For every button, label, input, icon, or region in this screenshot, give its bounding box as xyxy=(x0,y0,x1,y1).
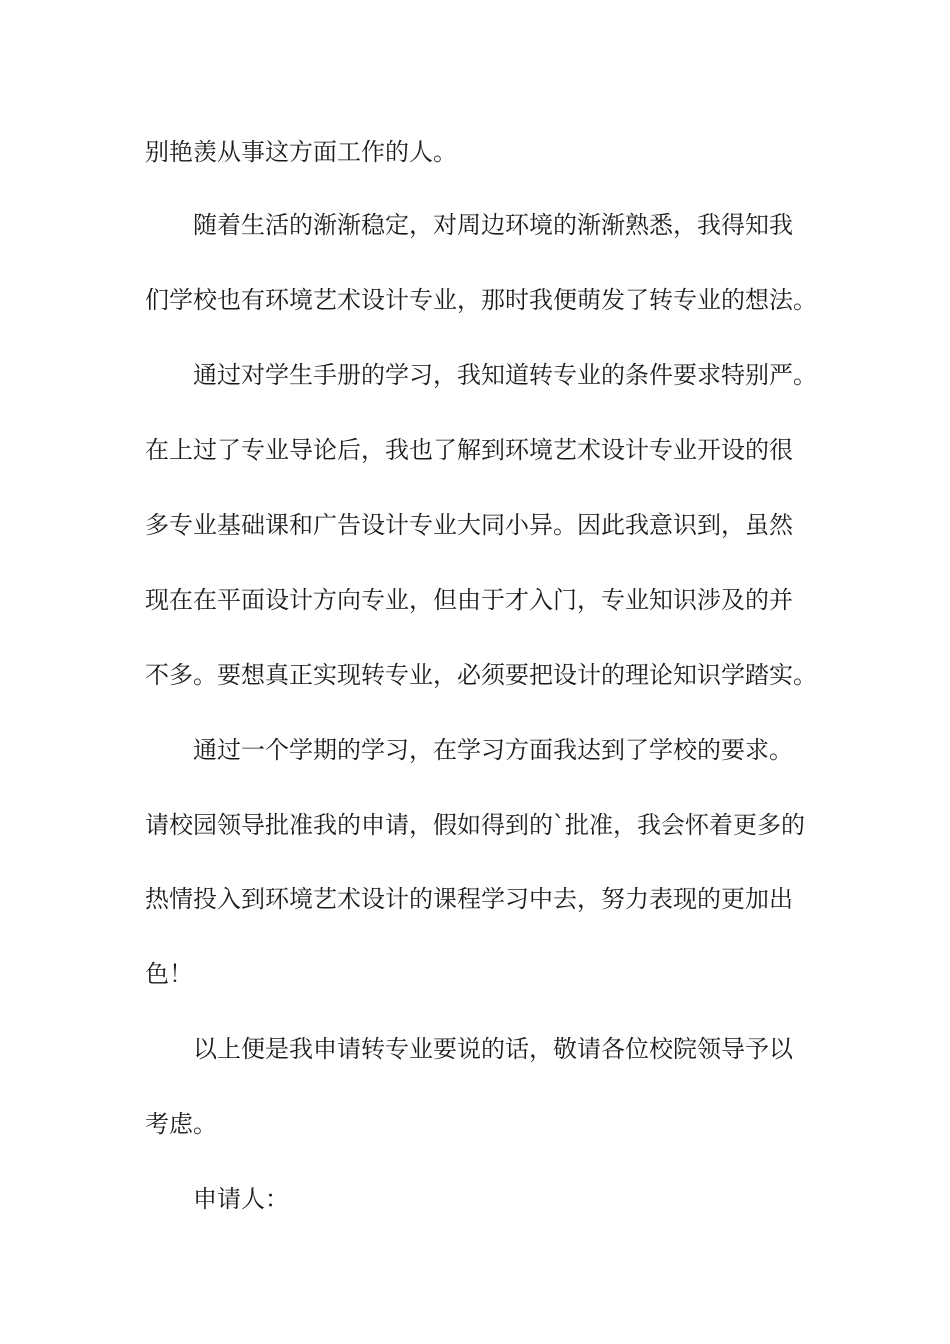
text-line-4: 通过对学生手册的学习，我知道转专业的条件要求特别严。 xyxy=(193,361,817,389)
text-line-6: 多专业基础课和广告设计专业大同小异。因此我意识到，虽然 xyxy=(145,511,793,539)
text-line-9: 通过一个学期的学习，在学习方面我达到了学校的要求。 xyxy=(193,736,793,764)
text-line-8: 不多。要想真正实现转专业，必须要把设计的理论知识学踏实。 xyxy=(145,661,817,689)
text-line-1: 别艳羡从事这方面工作的人。 xyxy=(145,138,457,166)
text-line-5: 在上过了专业导论后，我也了解到环境艺术设计专业开设的很 xyxy=(145,436,793,464)
applicant-label: 申请人： xyxy=(193,1185,289,1213)
text-line-7: 现在在平面设计方向专业，但由于才入门，专业知识涉及的并 xyxy=(145,586,793,614)
text-line-3: 们学校也有环境艺术设计专业，那时我便萌发了转专业的想法。 xyxy=(145,286,817,314)
text-line-13: 以上便是我申请转专业要说的话，敬请各位校院领导予以 xyxy=(193,1035,793,1063)
text-line-11: 热情投入到环境艺术设计的课程学习中去，努力表现的更加出 xyxy=(145,885,793,913)
text-line-2: 随着生活的渐渐稳定，对周边环境的渐渐熟悉，我得知我 xyxy=(193,211,793,239)
text-line-10: 请校园领导批准我的申请，假如得到的`批准，我会怀着更多的 xyxy=(145,811,805,839)
text-line-14: 考虑。 xyxy=(145,1110,217,1138)
text-line-12: 色！ xyxy=(145,960,193,988)
